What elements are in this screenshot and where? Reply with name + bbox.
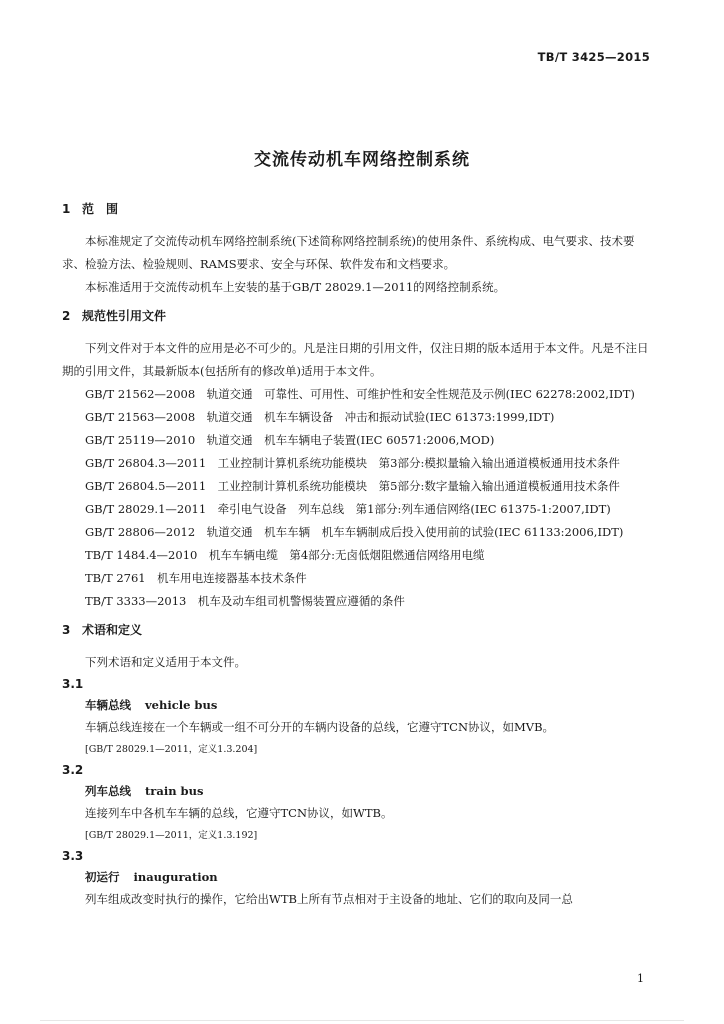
reference-item: TB/T 3333—2013 机车及动车组司机警惕装置应遵循的条件 [85, 594, 405, 608]
page-edge-divider [40, 1020, 684, 1021]
term-definition: 列车组成改变时执行的操作，它给出WTB上所有节点相对于主设备的地址、它们的取向及同一总 [85, 892, 573, 906]
term-definition: 连接列车中各机车车辆的总线，它遵守TCN协议，如WTB。 [85, 806, 393, 820]
section-title: 范 围 [82, 202, 119, 216]
term-english: vehicle bus [145, 698, 218, 712]
section-number: 3 [62, 623, 71, 637]
reference-item: GB/T 21562—2008 轨道交通 可靠性、可用性、可维护性和安全性规范及示例(IEC 62278:2002,IDT) [85, 387, 635, 401]
reference-item: GB/T 28029.1—2011 牵引电气设备 列车总线 第1部分:列车通信网络(IEC 61375-1:2007,IDT) [85, 502, 611, 516]
section-heading-scope [62, 202, 654, 224]
section-number: 2 [62, 309, 71, 323]
scope-paragraph: 本标准规定了交流传动机车网络控制系统(下述简称网络控制系统)的使用条件、系统构成、电气要求、技术要求、检验方法、检验规则、RAMS要求、安全与环保、软件发布和文档要求。 [62, 234, 635, 271]
term-name [62, 694, 654, 716]
normative-refs-intro: 下列文件对于本文件的应用是必不可少的。凡是注日期的引用文件，仅注日期的版本适用于本文件。凡是不注日期的引用文件，其最新版本(包括所有的修改单)适用于本文件。 [62, 341, 649, 378]
scope-paragraph: 本标准适用于交流传动机车上安装的基于GB/T 28029.1—2011的网络控制系统。 [85, 280, 506, 294]
section-number: 1 [62, 202, 71, 216]
clause-number: 3.1 [62, 677, 84, 691]
clause-number: 3.2 [62, 763, 84, 777]
term-entry [62, 674, 654, 760]
term-name [62, 866, 654, 888]
term-definition: 车辆总线连接在一个车辆或一组不可分开的车辆内设备的总线，它遵守TCN协议，如MVB。 [85, 720, 555, 734]
term-chinese: 车辆总线 [85, 698, 131, 712]
section-title: 规范性引用文件 [82, 309, 167, 323]
section-title: 术语和定义 [82, 623, 143, 637]
term-english: inauguration [133, 870, 218, 884]
terms-intro: 下列术语和定义适用于本文件。 [85, 655, 246, 669]
reference-item: GB/T 26804.3—2011 工业控制计算机系统功能模块 第3部分:模拟量输入输出通道模板通用技术条件 [85, 456, 620, 470]
term-entry [62, 760, 654, 846]
page-number: 1 [637, 972, 644, 985]
reference-item: GB/T 21563—2008 轨道交通 机车车辆设备 冲击和振动试验(IEC 61373:1999,IDT) [85, 410, 555, 424]
term-name [62, 780, 654, 802]
term-english: train bus [145, 784, 204, 798]
section-heading-normative-references [62, 309, 654, 331]
reference-item: GB/T 25119—2010 轨道交通 机车车辆电子装置(IEC 60571:2006,MOD) [85, 433, 495, 447]
document-title: 交流传动机车网络控制系统 [254, 150, 470, 170]
term-source: [GB/T 28029.1—2011，定义1.3.204] [85, 744, 258, 755]
reference-item: TB/T 2761 机车用电连接器基本技术条件 [85, 571, 307, 585]
reference-item: GB/T 28806—2012 轨道交通 机车车辆 机车车辆制成后投入使用前的试验(IEC 61133:2006,IDT) [85, 525, 624, 539]
term-chinese: 列车总线 [85, 784, 131, 798]
reference-item: TB/T 1484.4—2010 机车车辆电缆 第4部分:无卤低烟阻燃通信网络用电缆 [85, 548, 485, 562]
term-chinese: 初运行 [85, 870, 120, 884]
section-heading-terms [62, 623, 654, 645]
term-source: [GB/T 28029.1—2011，定义1.3.192] [85, 830, 258, 841]
term-entry [62, 846, 654, 911]
standard-number: TB/T 3425—2015 [537, 50, 650, 64]
clause-number: 3.3 [62, 849, 84, 863]
reference-item: GB/T 26804.5—2011 工业控制计算机系统功能模块 第5部分:数字量输入输出通道模板通用技术条件 [85, 479, 620, 493]
document-body [62, 202, 654, 911]
